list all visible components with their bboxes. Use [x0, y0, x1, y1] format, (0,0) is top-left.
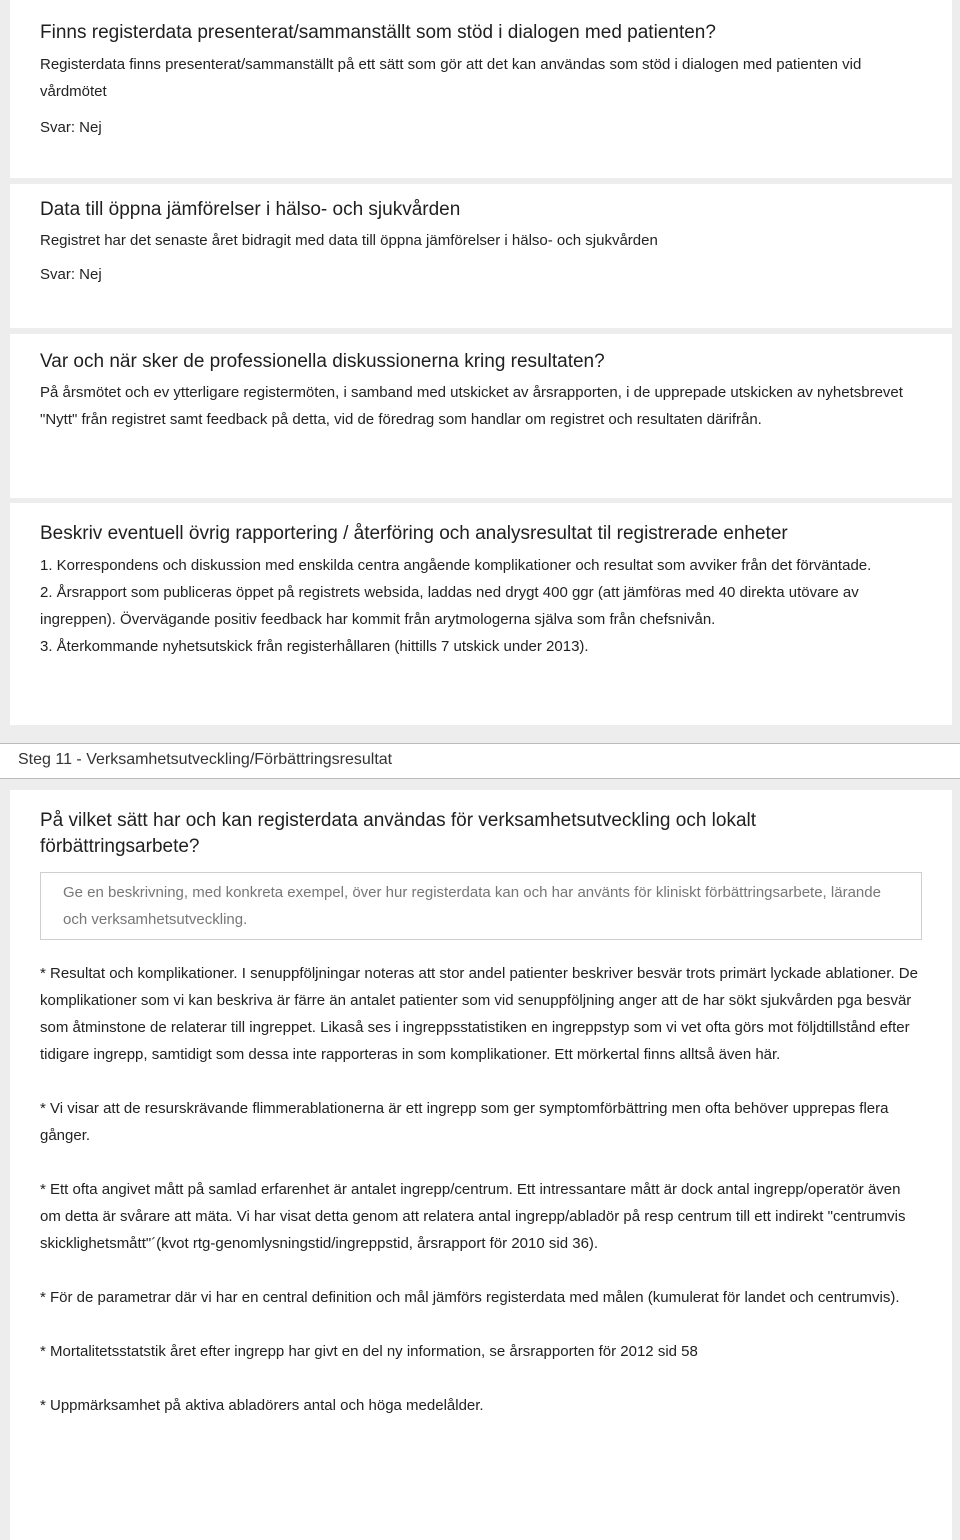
- section-title: Beskriv eventuell övrig rapportering / återföring och analysresultat til registrerade enheter: [40, 523, 788, 544]
- answer-text: Svar: Nej: [40, 266, 102, 283]
- section-card: [10, 0, 952, 178]
- section-title: Var och när sker de professionella diskussionerna kring resultaten?: [40, 351, 605, 372]
- hint-box: [40, 872, 922, 940]
- section-description: Registerdata finns presenterat/sammanställt på ett sätt som gör att det kan användas som stöd i dialogen med patienten vid vårdmötet: [40, 56, 862, 100]
- section-title: Data till öppna jämförelser i hälso- och sjukvården: [40, 199, 461, 220]
- answer-paragraph: * Resultat och komplikationer. I senuppföljningar noteras att stor andel patienter beskriver besvär trots primärt lyckade ablationer. De komplikationer som vi kan beskriva är färre än antalet patienter som vid senuppföljning anger att de har sökt sjukvården pga besvär som åtminstone de relaterar till ingreppet. Likaså ses i ingreppsstatistiken en ingreppstyp som vi vet ofta görs mot följdtillstånd efter tidigare ingrepp, samtidigt som dessa inte rapporteras in som komplikationer. Ett mörkertal finns alltså även här.: [40, 965, 918, 1063]
- section-title: Finns registerdata presenterat/sammanställt som stöd i dialogen med patienten?: [40, 22, 716, 43]
- section-body: På årsmötet och ev ytterligare registermöten, i samband med utskicket av årsrapporten, i de upprepade utskicken av nyhetsbrevet "Nytt" från registret samt feedback på detta, vid de föredrag som handlar om registret och resultaten därifrån.: [40, 384, 903, 428]
- list-item: 1. Korrespondens och diskussion med enskilda centra angående komplikationer och resultat som avviker från det förväntade.: [40, 557, 872, 574]
- list-item: 3. Återkommande nyhetsutskick från registerhållaren (hittills 7 utskick under 2013).: [40, 638, 589, 655]
- step-label: Steg 11 - Verksamhetsutveckling/Förbättringsresultat: [18, 751, 393, 768]
- answer-paragraph: * Vi visar att de resurskrävande flimmerablationerna är ett ingrepp som ger symptomförbättring men ofta behöver upprepas flera gånger.: [40, 1100, 889, 1144]
- section-card: [10, 503, 952, 725]
- answer-text: Svar: Nej: [40, 119, 102, 136]
- answer-paragraph: * Uppmärksamhet på aktiva abladörers antal och höga medelålder.: [40, 1397, 484, 1414]
- step-header: [0, 743, 960, 779]
- answer-paragraph: * För de parametrar där vi har en central definition och mål jämförs registerdata med målen (kumulerat för landet och centrumvis).: [40, 1289, 900, 1306]
- question-title: På vilket sätt har och kan registerdata användas för verksamhetsutveckling och lokalt förbättringsarbete?: [40, 810, 757, 857]
- answer-paragraph: * Ett ofta angivet mått på samlad erfarenhet är antalet ingrepp/centrum. Ett intressantare mått är dock antal ingrepp/operatör även om detta är svårare att mäta. Vi har visat detta genom att relatera antal ingrepp/abladör på resp centrum till ett indirekt "centrumvis skicklighetsmått"´(kvot rtg-genomlysningstid/ingreppstid, årsrapport för 2010 sid 36).: [40, 1181, 906, 1252]
- hint-text: Ge en beskrivning, med konkreta exempel, över hur registerdata kan och har använts för kliniskt förbättringsarbete, lärande och verksamhetsutveckling.: [63, 884, 881, 928]
- question-card: [10, 790, 952, 1540]
- list-item: 2. Årsrapport som publiceras öppet på registrets websida, laddas ned drygt 400 ggr (att jämföras med 40 direkta utövare av ingreppen). Övervägande positiv feedback har kommit från arytmologerna själva som från chefsnivån.: [40, 584, 859, 628]
- section-description: Registret har det senaste året bidragit med data till öppna jämförelser i hälso- och sjukvården: [40, 232, 658, 249]
- section-card: [10, 334, 952, 498]
- answer-paragraph: * Mortalitetsstatstik året efter ingrepp har givt en del ny information, se årsrapporten för 2012 sid 58: [40, 1343, 698, 1360]
- section-card: [10, 184, 952, 328]
